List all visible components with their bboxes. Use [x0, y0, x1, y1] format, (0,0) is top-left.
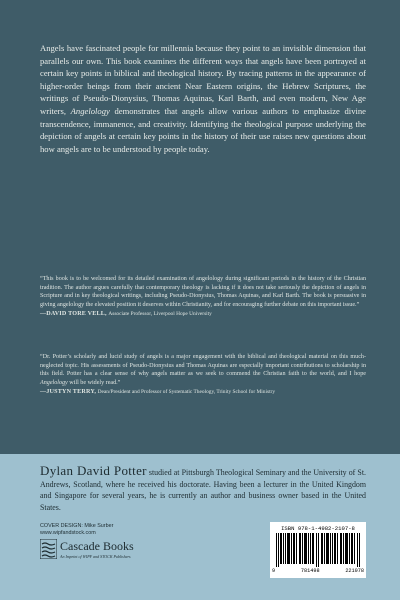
barcode-bars	[274, 533, 362, 567]
publisher-logo	[40, 539, 136, 575]
endorsement-2-affiliation: Dean/President and Professor of Systematic Theology, Trinity School for Ministry	[97, 389, 276, 396]
publisher-name: Cascade Books	[60, 539, 134, 553]
endorsement-1-text: “This book is to be welcomed for its detailed examination of angelology during significant periods in the history of the Christian tradition. The author argues carefully that contemporary theology is lacking if it does not take seriously the depiction of angels in Scripture and in key theological writings, including Pseudo-Dionysius, Thomas Aquinas, and Karl Barth. The book is persuasive in giving angelology the elevated position it deserves within Christianity, and for encouraging further debate on this important issue.”	[40, 276, 366, 308]
isbn-label: ISBN 978-1-4982-2107-8	[281, 525, 355, 532]
cover-design-credit: COVER DESIGN: Mike Surber	[40, 523, 114, 529]
description-text-2: demonstrates that angels allow various authors to emphasize divine transcendence, immanence, and creativity. Identifying the theological purpose underlying the depiction of angels at certain key points in the history of their use raises new questions about how angels are to be understood by people today.	[40, 105, 366, 154]
endorsement-1-affiliation: Associate Professor, Liverpool Hope University	[108, 311, 212, 318]
cascade-logo-icon	[40, 539, 57, 559]
description-book-title: Angelology	[70, 105, 110, 116]
credits	[40, 523, 113, 537]
endorsement-1-attribution	[40, 310, 366, 319]
barcode-digits-left: 781498	[300, 568, 320, 574]
endorsement-1	[40, 275, 366, 319]
endorsement-2-book-title: Angelology	[40, 379, 68, 386]
publisher-imprint: An Imprint of WIPF and STOCK Publishers	[60, 554, 131, 559]
endorsement-2-author: —JUSTYN TERRY,	[40, 389, 97, 396]
barcode	[270, 522, 366, 578]
publisher-website: www.wipfandstock.com	[40, 530, 96, 536]
book-description	[40, 42, 366, 155]
barcode-digits	[272, 568, 364, 574]
endorsement-2-text-2: will be widely read.”	[67, 379, 121, 386]
endorsement-2-text-1: “Dr. Potter’s scholarly and lucid study of angels is a major engagement with the biblical and theological material on this much-neglected topic. His assessments of Pseudo-Dionysius and Thomas Aquinas are especially important contributions to scholarship in this field. Potter has a clear sense of why angels matter as we seek to commend the Christian faith to the world, and I hope	[40, 354, 366, 378]
description-text-1: Angels have fascinated people for millennia because they point to an invisible dimension that parallels our own. This book examines the different ways that angels have been portrayed at certain key points in biblical and theological history. By tracing patterns in the appearance of higher-order beings from their ancient Near Eastern origins, the Hebrew Scriptures, the writings of Pseudo-Dionysius, Thomas Aquinas, Karl Barth, and even modern, New Age writers,	[40, 43, 366, 116]
barcode-digits-right: 221078	[345, 568, 364, 574]
author-name: Dylan David Potter	[40, 463, 147, 478]
endorsement-1-author: —DAVID TORE VELL,	[40, 311, 107, 318]
barcode-digit-first: 9	[272, 568, 276, 574]
author-bio	[40, 465, 366, 513]
endorsement-2-attribution	[40, 388, 366, 397]
author-bio-text: studied at Pittsburgh Theological Seminary and the University of St. Andrews, Scotland, where he received his doctorate. Having been a lecturer in the United Kingdom and Singapore for several years, he is currently an author and business owner based in the United States.	[40, 468, 366, 512]
endorsement-2	[40, 353, 366, 397]
